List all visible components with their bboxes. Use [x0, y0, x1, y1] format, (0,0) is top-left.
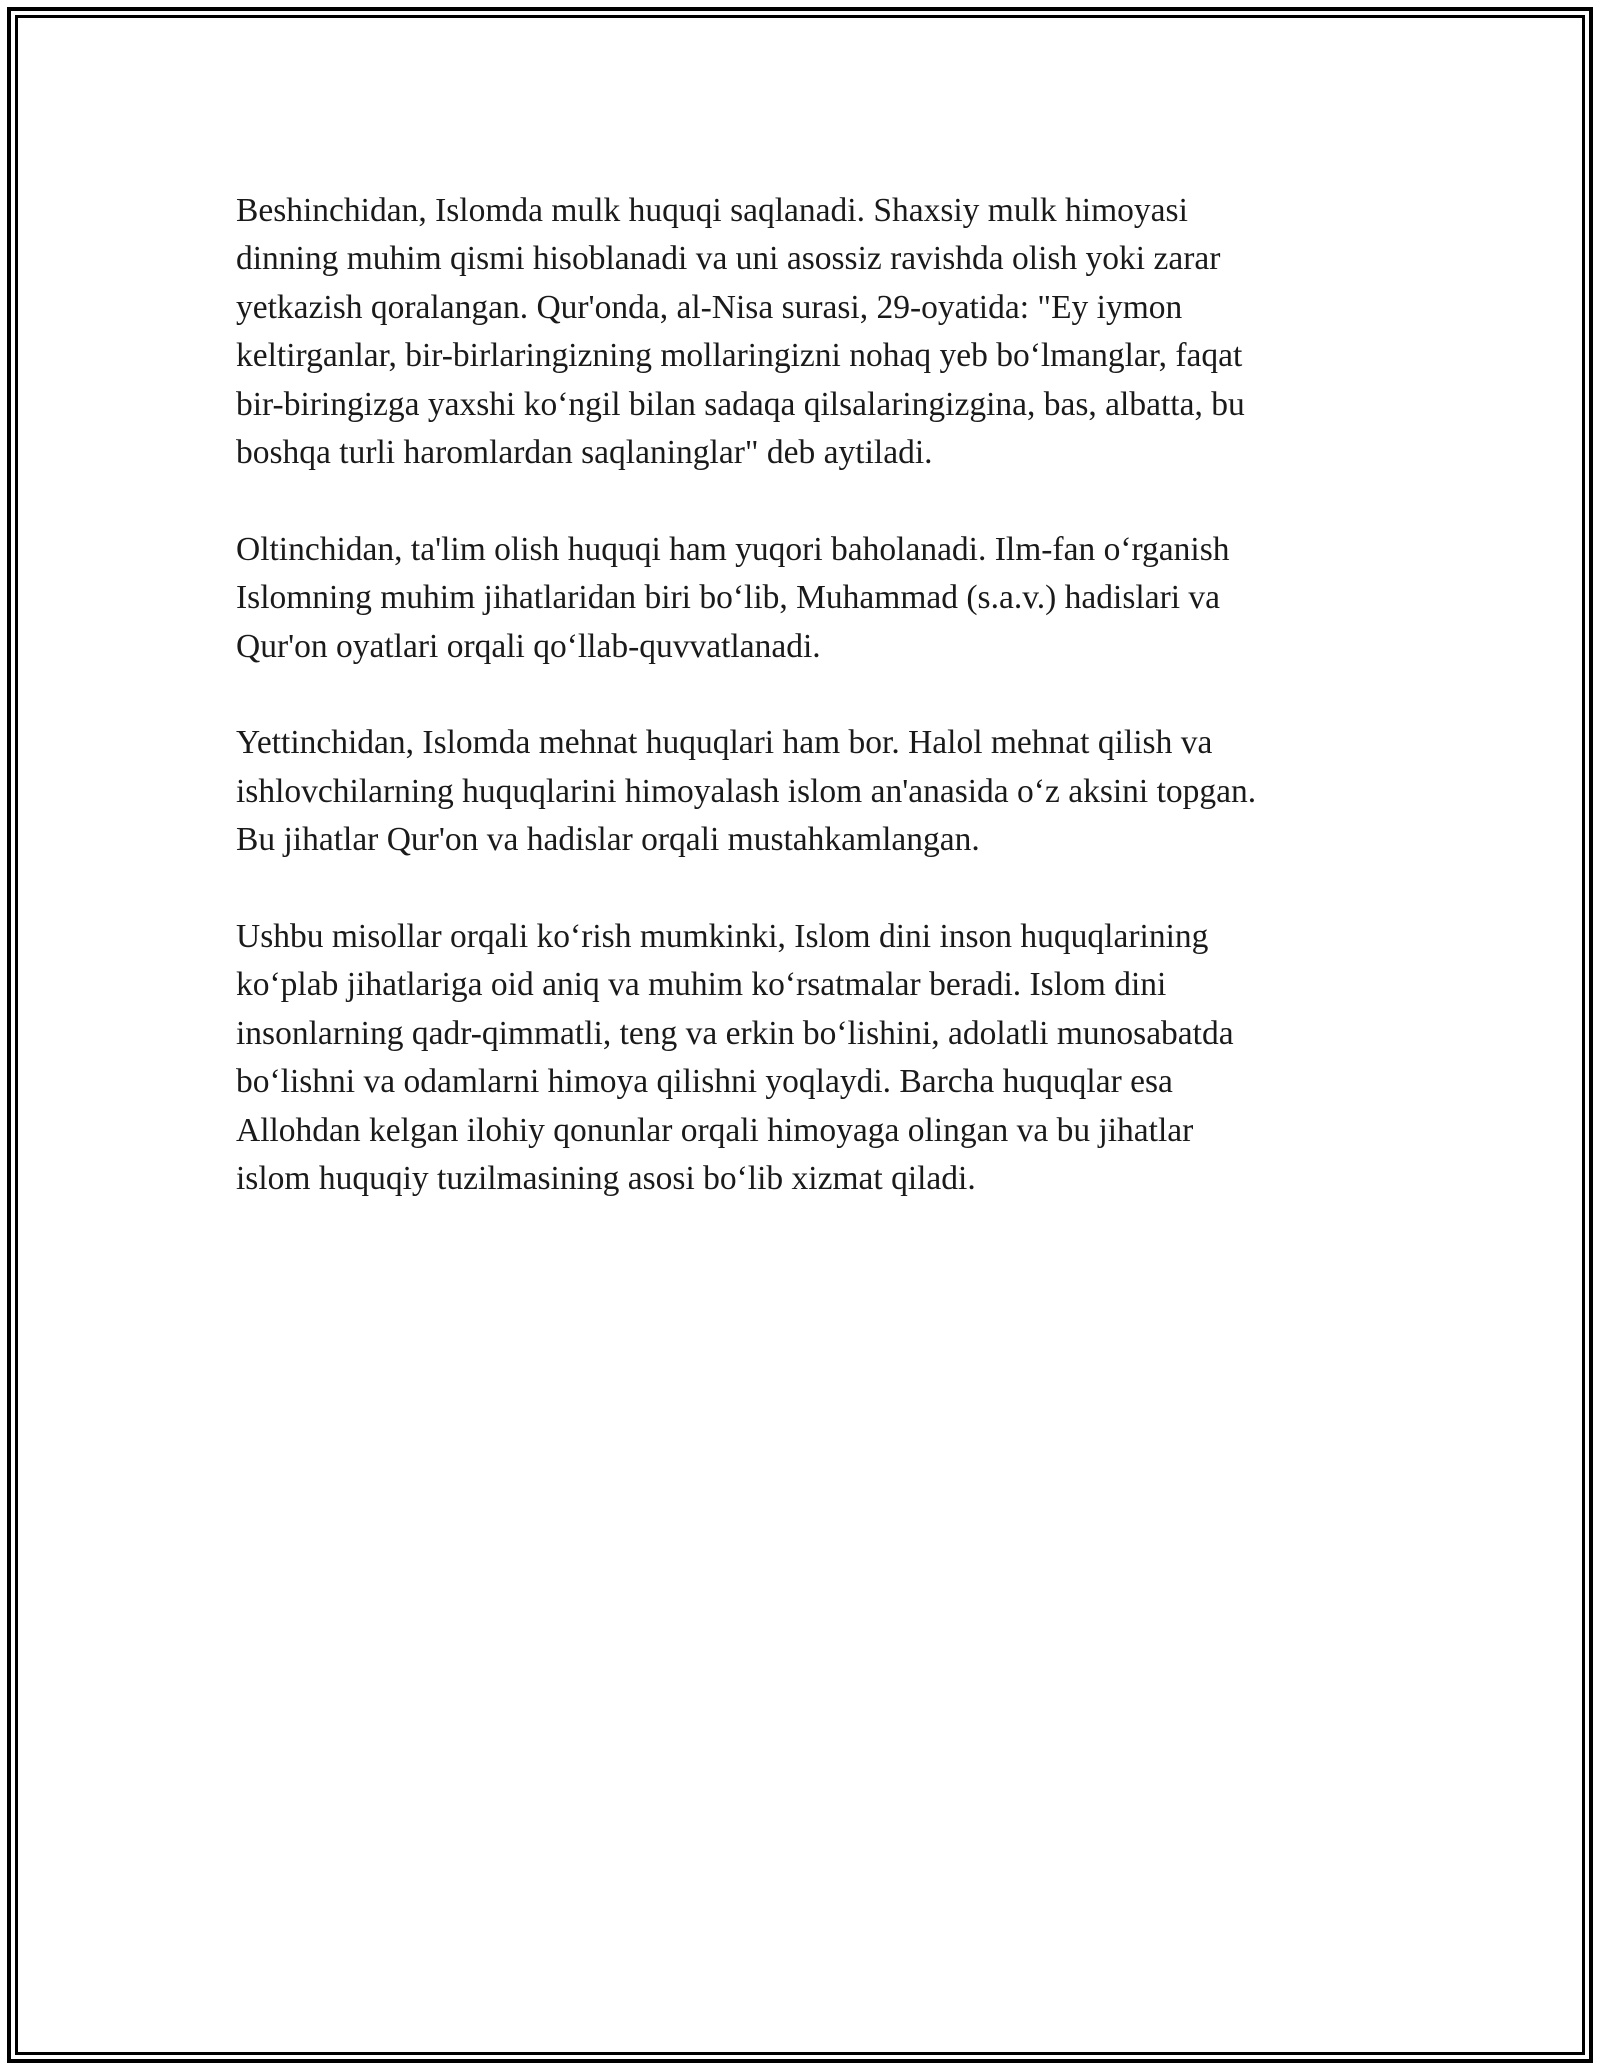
paragraph-fifth-property-rights: Beshinchidan, Islomda mulk huquqi saqlanadi. Shaxsiy mulk himoyasi dinning muhim qismi hisoblanadi va uni asossiz ravishda olish yoki zarar yetkazish qoralangan. Qur'onda, al-Nisa surasi, 29-oyatida: "Ey iymon keltirganlar, bir-birlaringizning mollaringizni nohaq yeb bo‘lmanglar, faqat bir-biringizga yaxshi ko‘ngil bilan sadaqa qilsalaringizgina, bas, albatta, bu boshqa turli haromlardan saqlaninglar" deb aytiladi.: [236, 192, 1245, 472]
paragraph-sixth-education-rights: Oltinchidan, ta'lim olish huquqi ham yuqori baholanadi. Ilm-fan o‘rganish Islomning muhim jihatlaridan biri bo‘lib, Muhammad (s.a.v.) hadislari va Qur'on oyatlari orqali qo‘llab-quvvatlanadi.: [236, 530, 1230, 665]
document-body: [236, 187, 1366, 1252]
paragraph-seventh-labor-rights: Yettinchidan, Islomda mehnat huquqlari ham bor. Halol mehnat qilish va ishlovchilarning huquqlarini himoyalash islom an'anasida o‘z aksini topgan. Bu jihatlar Qur'on va hadislar orqali mustahkamlangan.: [236, 724, 1257, 859]
paragraph-conclusion: Ushbu misollar orqali ko‘rish mumkinki, Islom dini inson huquqlarining ko‘plab jihatlariga oid aniq va muhim ko‘rsatmalar beradi. Islom dini insonlarning qadr-qimmatli, teng va erkin bo‘lishini, adolatli munosabatda bo‘lishni va odamlarni himoya qilishni yoqlaydi. Barcha huquqlar esa Allohdan kelgan ilohiy qonunlar orqali himoyaga olingan va bu jihatlar islom huquqiy tuzilmasining asosi bo‘lib xizmat qiladi.: [236, 918, 1234, 1198]
